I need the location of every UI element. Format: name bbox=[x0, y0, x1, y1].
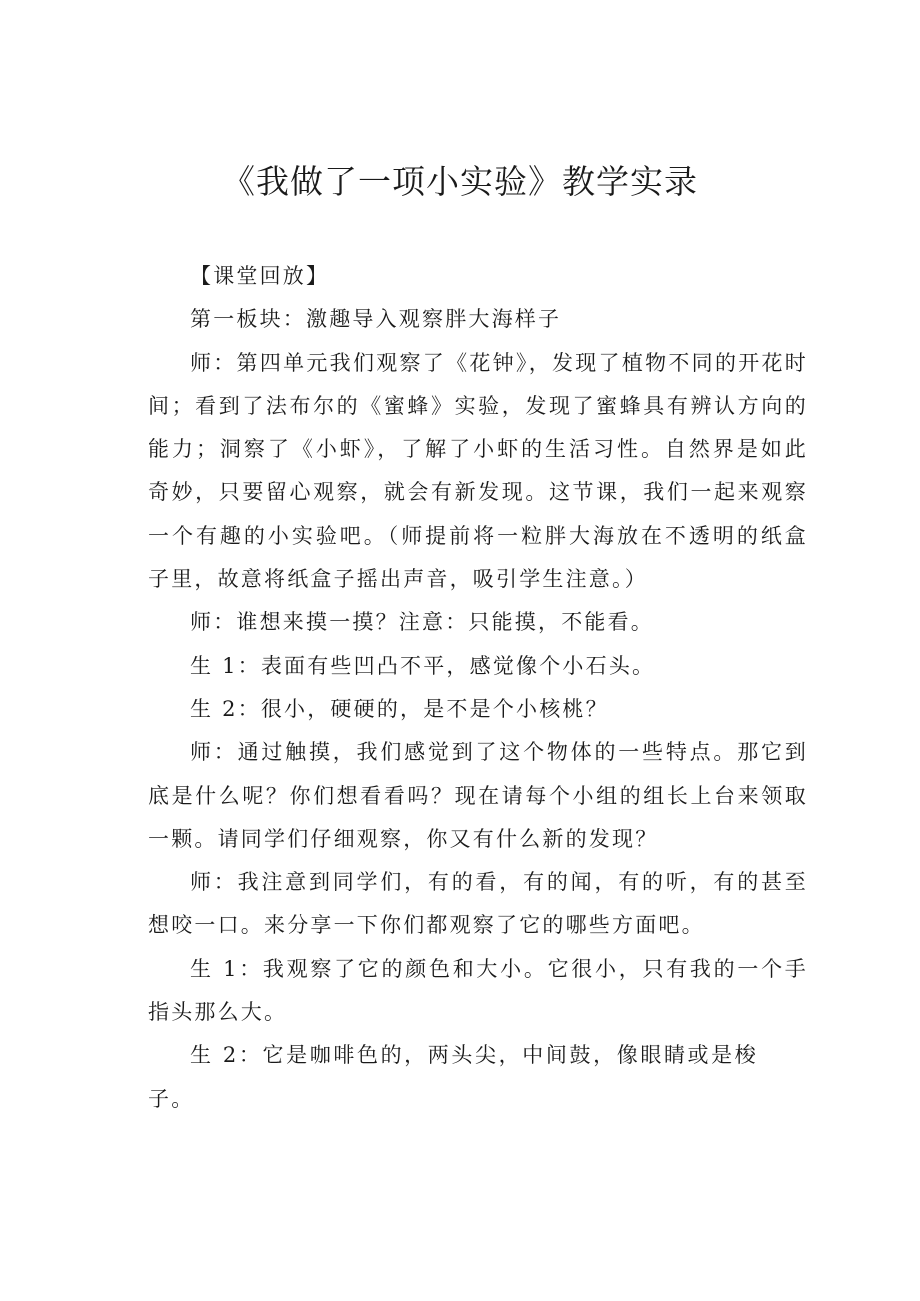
paragraph: 生 1：表面有些凹凸不平，感觉像个小石头。 bbox=[190, 653, 656, 678]
paragraph: 生 2：很小，硬硬的，是不是个小核桃？ bbox=[190, 696, 609, 721]
paragraph: 生 1：我观察了它的颜色和大小。它很小，只有我的一个手指头那么大。 bbox=[148, 956, 808, 1025]
paragraph: 师：谁想来摸一摸？注意：只能摸，不能看。 bbox=[190, 610, 654, 635]
section-subheading: 第一板块：激趣导入观察胖大海样子 bbox=[190, 307, 562, 332]
paragraph: 师：通过触摸，我们感觉到了这个物体的一些特点。那它到底是什么呢？你们想看看吗？现在请每个小组的组长上台来领取一颗。请同学们仔细观察，你又有什么新的发现？ bbox=[148, 740, 808, 851]
document-body bbox=[148, 255, 808, 1121]
paragraph: 师：我注意到同学们，有的看，有的闻，有的听，有的甚至想咬一口。来分享一下你们都观察了它的哪些方面吧。 bbox=[148, 870, 808, 938]
paragraph: 生 2：它是咖啡色的，两头尖，中间鼓，像眼睛或是梭子。 bbox=[148, 1043, 758, 1111]
paragraph: 师：第四单元我们观察了《花钟》，发现了植物不同的开花时间；看到了法布尔的《蜜蜂》实验，发现了蜜蜂具有辨认方向的能力；洞察了《小虾》，了解了小虾的生活习性。自然界是如此奇妙，只要留心观察，就会有新发现。这节课，我们一起来观察一个有趣的小实验吧。（师提前将一粒胖大海放在不透明的纸盒子里，故意将纸盒子摇出声音，吸引学生注意。） bbox=[148, 350, 808, 592]
document-title: 《我做了一项小实验》教学实录 bbox=[222, 162, 698, 201]
section-heading: 【课堂回放】 bbox=[190, 264, 330, 288]
